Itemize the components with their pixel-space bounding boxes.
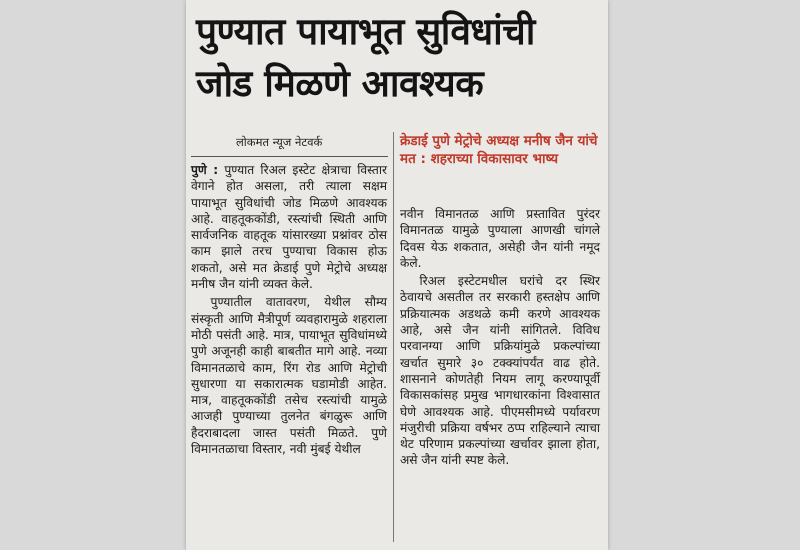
byline: लोकमत न्यूज नेटवर्क [236,135,323,149]
right-paragraph-2: रिअल इस्टेटमधील घरांचे दर स्थिर ठेवायचे असतील तर सरकारी हस्तक्षेप आणि प्रक्रियात्मक अडथळे कमी करणे आवश्यक आहे, असे जैन यांनी सांगितले. विविध परवानग्या आणि प्रक्रियांमुळे प्रकल्पांच्या खर्चात सुमारे ३० टक्क्यांपर्यंत वाढ होते. शासनाने कोणतेही नियम लागू करण्यापूर्वी विकासकांसह प्रमुख भागधारकांना विश्वासात घेणे आवश्यक आहे. पीएमसीमध्ये पर्यावरण मंजुरीची प्रक्रिया वर्षभर ठप्प राहिल्याने त्याचा थेट परिणाम प्रकल्पांच्या खर्चावर झाला होता, असे जैन यांनी स्पष्ट केले. [400,274,600,468]
headline-line-1: पुण्यात पायाभूत सुविधांची [196,10,535,53]
headline-line-2: जोड मिळणे आवश्यक [196,62,484,105]
right-column [400,206,600,469]
right-paragraph-1: नवीन विमानतळ आणि प्रस्तावित पुरंदर विमानतळ यामुळे पुण्याला आणखी चांगले दिवस येऊ शकतात, असेही जैन यांनी नमूद केले. [400,207,600,270]
left-paragraph-1 [191,162,387,292]
subheading-deck: क्रेडाई पुणे मेट्रोचे अध्यक्ष मनीष जैन यांचे मत : शहराच्या विकासावर भाष्य [400,133,598,167]
left-paragraph-2: पुण्यातील वातावरण, येथील सौम्य संस्कृती आणि मैत्रीपूर्ण व्यवहारामुळे शहराला मोठी पसंती आहे. मात्र, पायाभूत सुविधांमध्ये पुणे अजूनही काही बाबतीत मागे आहे. नव्या विमानतळाचे काम, रिंग रोड आणि मेट्रोची सुधारणा या सकारात्मक घडामोडी आहेत. मात्र, वाहतूककोंडी तसेच रस्त्यांची यामुळे आजही पुण्याच्या तुलनेत बंगळुरू आणि हैदराबादला जास्त पसंती मिळते. पुणे विमानतळाचा विस्तार, नवी मुंबई येथील [191,295,387,457]
dateline: पुणे : [191,163,219,177]
headline [196,6,596,110]
left-paragraph-1-text: पुण्यात रिअल इस्टेट क्षेत्राचा विस्तार वेगाने होत असला, तरी त्याला सक्षम पायाभूत सुविधांची जोड मिळणे आवश्यक आहे. वाहतूककोंडी, रस्त्यांची स्थिती आणि सार्वजनिक वाहतूक यांसारख्या प्रश्नांवर ठोस काम झाले तरच पुण्याचा विकास होऊ शकतो, असे मत क्रेडाई पुणे मेट्रोचे अध्यक्ष मनीष जैन यांनी व्यक्त केले. [191,163,387,292]
byline-rule [191,156,388,157]
newspaper-clipping [186,0,608,550]
column-divider [393,132,394,542]
left-column [191,162,387,457]
